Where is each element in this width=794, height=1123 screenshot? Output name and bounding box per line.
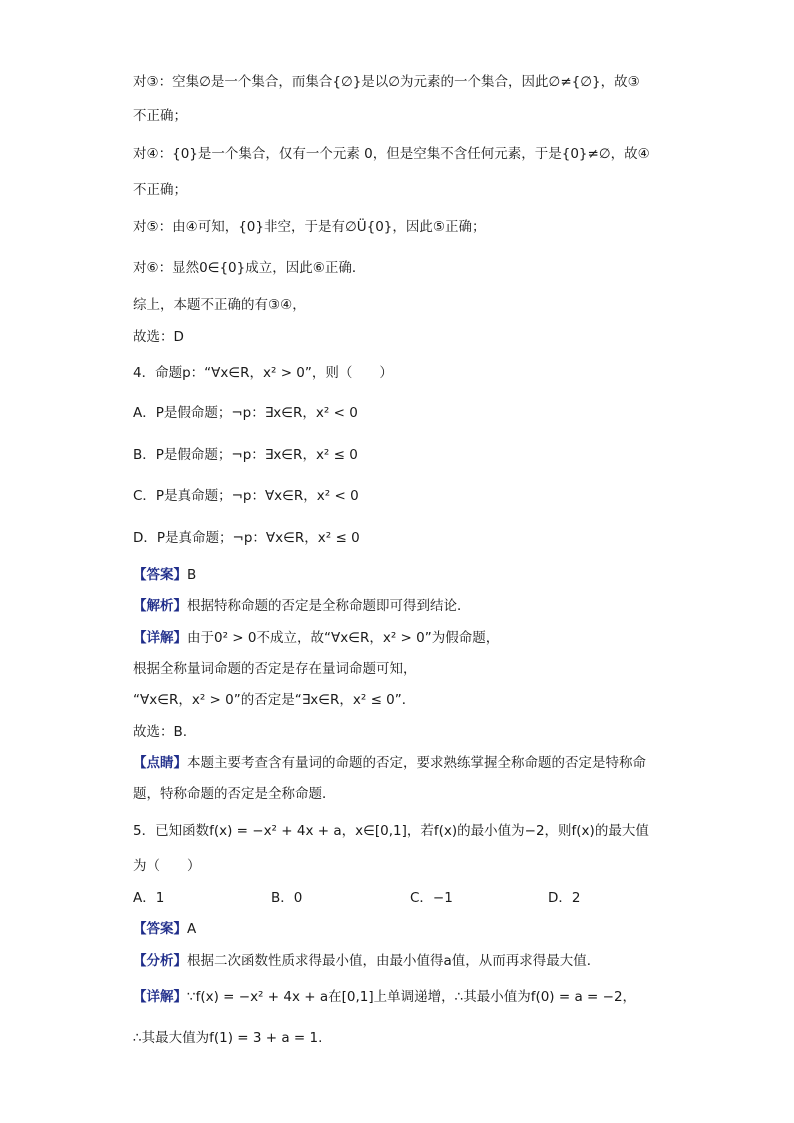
answer-tag: 【答案】 (133, 921, 187, 937)
comment-text: 本题主要考查含有量词的命题的否定，要求熟练掌握全称命题的否定是特称命 (187, 755, 646, 771)
question-5-option-d: D．2 (548, 890, 581, 906)
question-5-option-a: A．1 (133, 890, 165, 906)
question-5-options (133, 889, 653, 907)
choice-line-1: 故选：D (133, 329, 184, 345)
analysis-tag: 【解析】 (133, 598, 187, 614)
answer-tag: 【答案】 (133, 567, 187, 583)
answer-value: B (187, 567, 197, 583)
analysis-tag: 【分析】 (133, 953, 187, 969)
question-5-option-b: B．0 (271, 890, 303, 906)
answer-5 (133, 920, 196, 938)
solution-item-6: 对⑥：显然0∈{0}成立，因此⑥正确． (133, 260, 366, 276)
comment-tag: 【点睛】 (133, 755, 187, 771)
solution-item-3-line2: 不正确； (133, 108, 187, 124)
question-4-option-b: B．P是假命题；¬p：∃x∈R，x² ≤ 0 (133, 447, 358, 463)
analysis-4 (133, 597, 471, 615)
question-4-option-a: A．P是假命题；¬p：∃x∈R，x² < 0 (133, 405, 358, 421)
question-5-option-c: C．−1 (410, 890, 453, 906)
question-4-option-c: C．P是真命题；¬p：∀x∈R，x² < 0 (133, 488, 359, 504)
detail-5-line1 (133, 988, 636, 1006)
detail-5-line2: ∴其最大值为f(1) = 3 + a = 1. (133, 1030, 323, 1046)
analysis-5 (133, 952, 600, 970)
question-5-stem: 5．已知函数f(x) = −x² + 4x + a，x∈[0,1]，若f(x)的最小值为−2，则f(x)的最大值 (133, 823, 649, 839)
detail-text: 由于0² > 0不成立，故“∀x∈R，x² > 0”为假命题， (187, 630, 500, 646)
solution-item-5: 对⑤：由④可知，{0}非空，于是有∅Ü{0}，因此⑤正确； (133, 219, 486, 235)
detail-tag: 【详解】 (133, 989, 187, 1005)
solution-item-4-line2: 不正确； (133, 182, 187, 198)
answer-value: A (187, 921, 197, 937)
question-5-stem-line2: 为（ ） (133, 858, 201, 874)
analysis-text: 根据特称命题的否定是全称命题即可得到结论． (187, 598, 471, 614)
solution-item-4-line1: 对④：{0}是一个集合，仅有一个元素 0，但是空集不含任何元素，于是{0}≠∅，故④ (133, 146, 650, 162)
solution-item-3-line1: 对③：空集∅是一个集合，而集合{∅}是以∅为元素的一个集合，因此∅≠{∅}，故③ (133, 74, 640, 90)
comment-4-line2: 题，特称命题的否定是全称命题． (133, 786, 336, 802)
detail-4-line3: “∀x∈R，x² > 0”的否定是“∃x∈R，x² ≤ 0”． (133, 692, 416, 708)
detail-4-line2: 根据全称量词命题的否定是存在量词命题可知， (133, 661, 417, 677)
question-4-option-d: D．P是真命题；¬p：∀x∈R，x² ≤ 0 (133, 530, 360, 546)
detail-tag: 【详解】 (133, 630, 187, 646)
answer-4 (133, 566, 196, 584)
question-4-stem: 4．命题p：“∀x∈R，x² > 0”，则（ ） (133, 365, 393, 381)
comment-4-line1 (133, 754, 646, 772)
choice-line-2: 故选：B. (133, 724, 188, 740)
detail-text: ∵f(x) = −x² + 4x + a在[0,1]上单调递增，∴其最小值为f(0) = a = −2， (187, 989, 637, 1005)
summary-line: 综上，本题不正确的有③④， (133, 297, 306, 313)
detail-4-line1 (133, 629, 499, 647)
analysis-text: 根据二次函数性质求得最小值，由最小值得a值，从而再求得最大值． (187, 953, 601, 969)
